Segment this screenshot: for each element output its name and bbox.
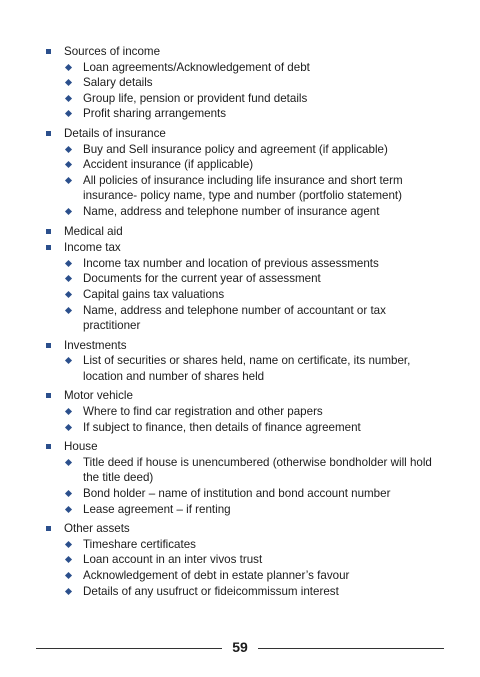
section-heading (44, 224, 444, 240)
list-item-text: Title deed if house is unencumbered (otherwise bondholder will hold the title deed) (83, 455, 432, 485)
list-item (44, 502, 444, 518)
section-heading (44, 240, 444, 256)
diamond-bullet-icon (65, 490, 72, 497)
sub-list (44, 60, 444, 122)
section-heading (44, 44, 444, 60)
diamond-bullet-icon (65, 556, 72, 563)
square-bullet-icon (46, 131, 51, 136)
diamond-bullet-icon (65, 424, 72, 431)
list-item (44, 420, 444, 436)
list-item (44, 404, 444, 420)
footer-rule-right (258, 648, 444, 649)
list-item (44, 142, 444, 158)
section-title: Other assets (64, 522, 130, 536)
square-bullet-icon (46, 393, 51, 398)
checklist-section (44, 439, 444, 517)
list-item (44, 584, 444, 600)
diamond-bullet-icon (65, 506, 72, 513)
section-title: Sources of income (64, 45, 161, 58)
list-item (44, 537, 444, 553)
list-item-text: Name, address and telephone number of accountant or tax practitioner (83, 303, 386, 333)
sub-list (44, 455, 444, 517)
section-heading (44, 439, 444, 455)
list-item-text: Acknowledgement of debt in estate planner’s favour (83, 569, 350, 582)
diamond-bullet-icon (65, 459, 72, 466)
list-item-text: Group life, pension or provident fund details (83, 91, 308, 105)
list-item-text: Capital gains tax valuations (83, 287, 225, 301)
section-title: Investments (64, 338, 127, 352)
list-item (44, 60, 444, 76)
section-title: Details of insurance (64, 126, 166, 140)
section-title: House (64, 440, 98, 454)
list-item-text: All policies of insurance including life insurance and short term insurance- policy name, type and number (portfolio statement) (83, 173, 403, 203)
list-item (44, 204, 444, 220)
square-bullet-icon (46, 49, 51, 54)
section-heading (44, 126, 444, 142)
list-item (44, 303, 444, 334)
list-item (44, 106, 444, 122)
checklist-section (44, 388, 444, 435)
diamond-bullet-icon (65, 95, 72, 102)
diamond-bullet-icon (65, 260, 72, 267)
list-item-text: Loan agreements/Acknowledgement of debt (83, 60, 310, 74)
checklist-section (44, 224, 444, 240)
list-item-text: Timeshare certificates (83, 537, 196, 551)
list-item (44, 486, 444, 502)
diamond-bullet-icon (65, 588, 72, 595)
list-item (44, 287, 444, 303)
list-item-text: Salary details (83, 76, 153, 90)
checklist (44, 44, 444, 603)
list-item-text: If subject to finance, then details of finance agreement (83, 420, 361, 434)
diamond-bullet-icon (65, 306, 72, 313)
diamond-bullet-icon (65, 161, 72, 168)
diamond-bullet-icon (65, 146, 72, 153)
checklist-section (44, 338, 444, 385)
diamond-bullet-icon (65, 541, 72, 548)
list-item (44, 256, 444, 272)
square-bullet-icon (46, 444, 51, 449)
square-bullet-icon (46, 526, 51, 531)
section-title: Motor vehicle (64, 389, 133, 403)
list-item (44, 91, 444, 107)
sub-list (44, 404, 444, 435)
sub-list (44, 353, 444, 384)
section-heading (44, 388, 444, 404)
sub-list (44, 142, 444, 220)
checklist-section (44, 521, 444, 599)
list-item (44, 75, 444, 91)
list-item-text: Where to find car registration and other papers (83, 405, 323, 419)
list-item (44, 353, 444, 384)
square-bullet-icon (46, 245, 51, 250)
list-item (44, 455, 444, 486)
diamond-bullet-icon (65, 357, 72, 364)
section-heading (44, 521, 444, 537)
list-item (44, 552, 444, 568)
sub-list (44, 537, 444, 599)
list-item-text: Lease agreement – if renting (83, 502, 231, 516)
diamond-bullet-icon (65, 408, 72, 415)
list-item-text: Accident insurance (if applicable) (83, 158, 254, 172)
checklist-section (44, 126, 444, 220)
diamond-bullet-icon (65, 177, 72, 184)
diamond-bullet-icon (65, 208, 72, 215)
diamond-bullet-icon (65, 79, 72, 86)
list-item (44, 271, 444, 287)
list-item (44, 568, 444, 584)
list-item-text: Buy and Sell insurance policy and agreement (if applicable) (83, 142, 388, 156)
list-item-text: Income tax number and location of previous assessments (83, 256, 379, 270)
page-footer (36, 638, 444, 658)
diamond-bullet-icon (65, 110, 72, 117)
list-item-text: Documents for the current year of assessment (83, 272, 321, 286)
list-item-text: Profit sharing arrangements (83, 107, 227, 121)
list-item (44, 157, 444, 173)
checklist-section (44, 44, 444, 122)
list-item-text: Bond holder – name of institution and bond account number (83, 487, 391, 501)
diamond-bullet-icon (65, 64, 72, 71)
list-item-text: Details of any usufruct or fideicommissum interest (83, 584, 339, 598)
square-bullet-icon (46, 229, 51, 234)
list-item-text: Loan account in an inter vivos trust (83, 553, 263, 567)
section-title: Medical aid (64, 224, 123, 238)
diamond-bullet-icon (65, 572, 72, 579)
diamond-bullet-icon (65, 291, 72, 298)
square-bullet-icon (46, 343, 51, 348)
list-item (44, 173, 444, 204)
list-item-text: List of securities or shares held, name on certificate, its number, location and number of shares held (83, 354, 411, 383)
section-title: Income tax (64, 241, 121, 255)
checklist-section (44, 240, 444, 334)
section-heading (44, 338, 444, 354)
list-item-text: Name, address and telephone number of insurance agent (83, 204, 380, 218)
page-number: 59 (232, 639, 248, 655)
diamond-bullet-icon (65, 275, 72, 282)
sub-list (44, 256, 444, 334)
